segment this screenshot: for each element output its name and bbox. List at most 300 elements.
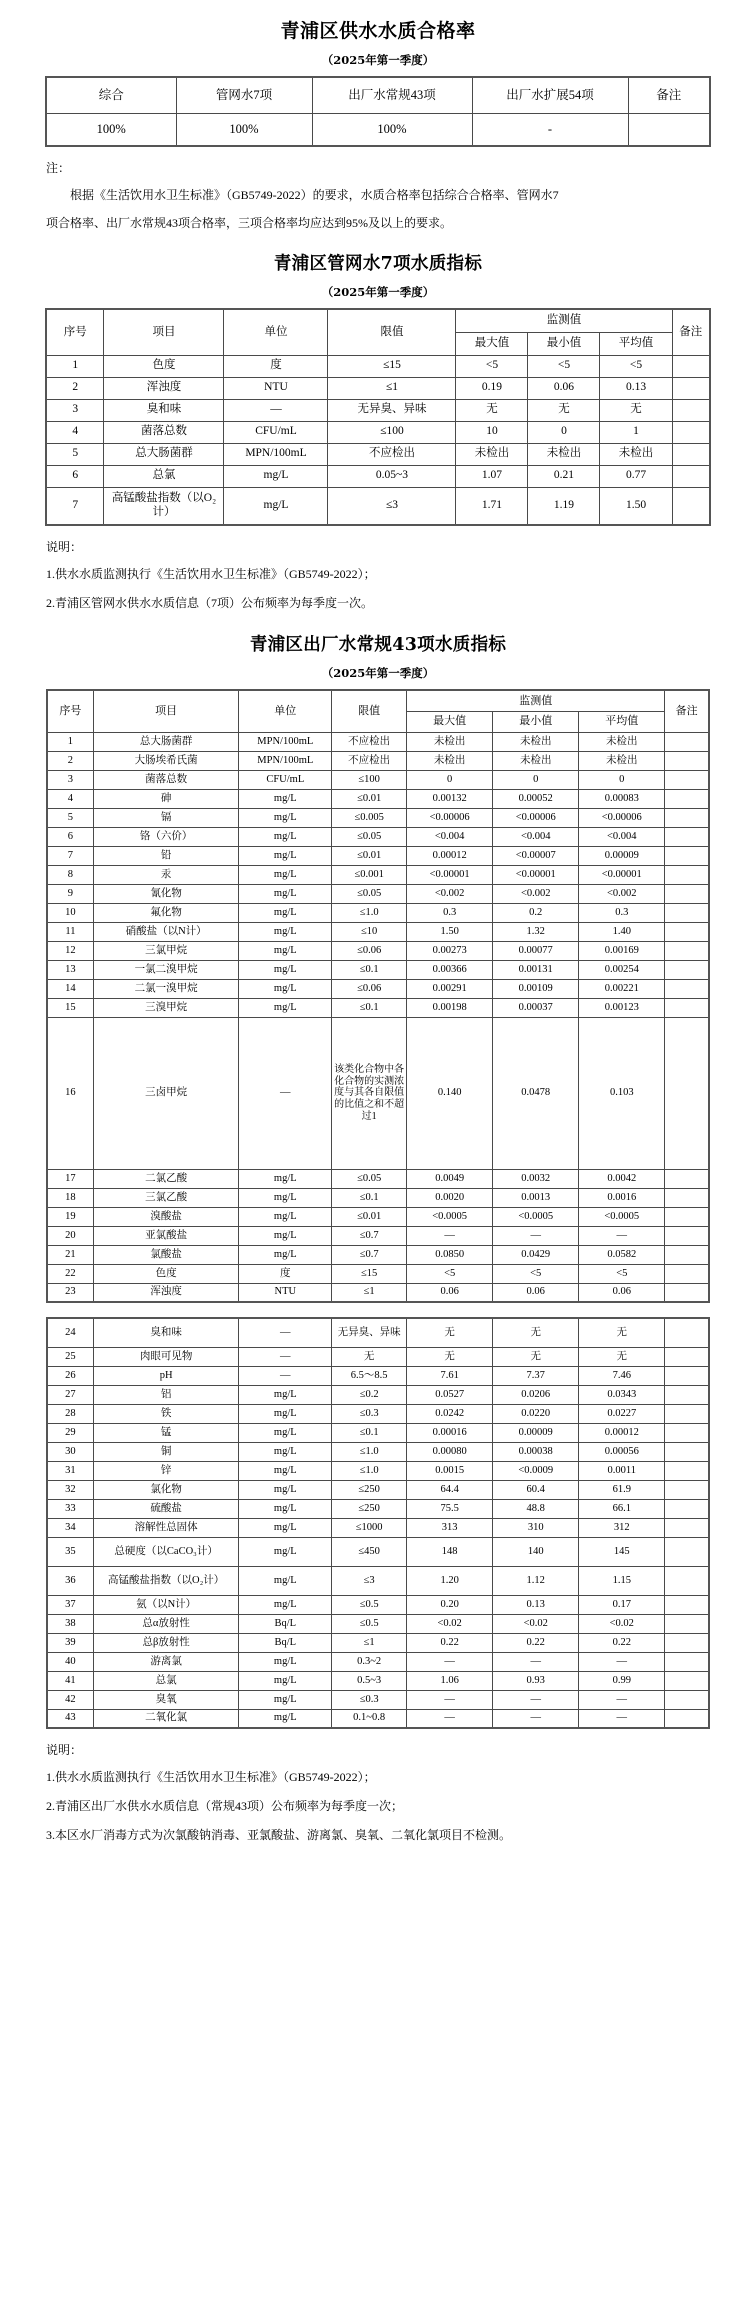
cell-no: 37 (47, 1595, 93, 1614)
cell-item: 三氯乙酸 (93, 1188, 239, 1207)
table-row (47, 1671, 709, 1690)
cell-remark (665, 998, 709, 1017)
cell-remark (665, 903, 709, 922)
cell-no: 13 (47, 960, 93, 979)
table-row (47, 922, 709, 941)
cell-min: <0.00006 (493, 808, 579, 827)
cell-avg: 145 (579, 1537, 665, 1566)
table-row (47, 1017, 709, 1169)
cell-limit: ≤0.7 (332, 1245, 407, 1264)
cell-max: — (407, 1226, 493, 1245)
table-row (47, 1366, 709, 1385)
col-header-limit: 限值 (328, 309, 456, 355)
cell-unit: mg/L (239, 827, 332, 846)
cell-remark (665, 1318, 709, 1347)
cell-avg: <5 (579, 1264, 665, 1283)
cell-remark (665, 1614, 709, 1633)
col-header-remark: 备注 (665, 690, 709, 732)
cell-limit: ≤1.0 (332, 1442, 407, 1461)
table-row (47, 846, 709, 865)
cell-avg: 0.0042 (579, 1169, 665, 1188)
cell-item: 总α放射性 (93, 1614, 239, 1633)
cell-min: 0.0206 (493, 1385, 579, 1404)
table-row (47, 1404, 709, 1423)
cell-no: 15 (47, 998, 93, 1017)
cell-avg: 0.22 (579, 1633, 665, 1652)
cell-unit: MPN/100mL (239, 732, 332, 751)
cell-no: 27 (47, 1385, 93, 1404)
cell-min: 0.2 (493, 903, 579, 922)
cell-min: 0 (528, 421, 600, 443)
cell-max: 148 (407, 1537, 493, 1566)
cell-unit: CFU/mL (239, 770, 332, 789)
cell-min: 48.8 (493, 1499, 579, 1518)
table-row (46, 487, 710, 525)
note-line: 2.青浦区管网水供水水质信息（7项）公布频率为每季度一次。 (46, 595, 374, 610)
cell-no: 1 (46, 355, 104, 377)
cell-item: 氯酸盐 (93, 1245, 239, 1264)
cell-limit: ≤0.1 (332, 1423, 407, 1442)
table-row (47, 1480, 709, 1499)
cell-item: 氟化物 (93, 903, 239, 922)
cell-limit: ≤10 (332, 922, 407, 941)
cell-remark (665, 1207, 709, 1226)
cell-max: <5 (407, 1264, 493, 1283)
pass-rate-table (45, 76, 711, 147)
cell-limit: ≤1 (332, 1633, 407, 1652)
cell-remark (672, 465, 710, 487)
cell-min: 0.00038 (493, 1442, 579, 1461)
cell-min: <0.0009 (493, 1461, 579, 1480)
cell-min: 60.4 (493, 1480, 579, 1499)
col-header-monitor: 监测值 (407, 690, 665, 711)
cell-item: 三氯甲烷 (93, 941, 239, 960)
col-header-unit: 单位 (239, 690, 332, 732)
cell-limit: ≤0.01 (332, 846, 407, 865)
cell-no: 17 (47, 1169, 93, 1188)
cell-avg: 66.1 (579, 1499, 665, 1518)
cell-no: 31 (47, 1461, 93, 1480)
cell-remark (672, 487, 710, 525)
cell-avg: 0.0016 (579, 1188, 665, 1207)
cell-remark (665, 1709, 709, 1728)
table-row (47, 1442, 709, 1461)
table-row (47, 1245, 709, 1264)
cell-min: 0.00131 (493, 960, 579, 979)
table-row (47, 1614, 709, 1633)
cell-max: <5 (456, 355, 528, 377)
cell-no: 7 (47, 846, 93, 865)
col-header-plant-54: 出厂水扩展54项 (472, 77, 628, 113)
cell-remark (665, 846, 709, 865)
cell-avg: 未检出 (579, 732, 665, 751)
cell-remark (665, 865, 709, 884)
table-row (47, 789, 709, 808)
cell-avg: 0.00221 (579, 979, 665, 998)
cell-max: 无 (456, 399, 528, 421)
cell-item: 大肠埃希氏菌 (93, 751, 239, 770)
note-line: 项合格率、出厂水常规43项合格率，三项合格率均应达到95%及以上的要求。 (46, 215, 452, 230)
cell-max: 1.71 (456, 487, 528, 525)
table-row (47, 1566, 709, 1595)
table-row (47, 1207, 709, 1226)
cell-max: 1.20 (407, 1566, 493, 1595)
cell-item: 总大肠菌群 (93, 732, 239, 751)
cell-no: 4 (47, 789, 93, 808)
cell-unit: mg/L (239, 1423, 332, 1442)
cell-item: 锰 (93, 1423, 239, 1442)
cell-unit: mg/L (239, 998, 332, 1017)
cell-avg: 0.17 (579, 1595, 665, 1614)
cell-no: 19 (47, 1207, 93, 1226)
cell-unit: — (239, 1017, 332, 1169)
cell-avg: 0.06 (579, 1283, 665, 1302)
value-composite: 100% (46, 113, 176, 146)
cell-unit: — (224, 399, 328, 421)
col-header-pipe-7: 管网水7项 (176, 77, 312, 113)
cell-no: 1 (47, 732, 93, 751)
note-line: 1.供水水质监测执行《生活饮用水卫生标准》（GB5749-2022）； (46, 567, 376, 582)
table-row (46, 421, 710, 443)
cell-avg: <0.002 (579, 884, 665, 903)
cell-limit: 6.5～8.5 (332, 1366, 407, 1385)
col-header-monitor: 监测值 (456, 309, 672, 332)
cell-no: 10 (47, 903, 93, 922)
cell-item: 三溴甲烷 (93, 998, 239, 1017)
cell-item: 臭和味 (104, 399, 224, 421)
cell-avg: — (579, 1709, 665, 1728)
cell-max: — (407, 1690, 493, 1709)
cell-max: <0.004 (407, 827, 493, 846)
cell-item: pH (93, 1366, 239, 1385)
cell-unit: mg/L (239, 789, 332, 808)
col-header-max: 最大值 (456, 332, 528, 355)
cell-remark (665, 808, 709, 827)
cell-remark (665, 1690, 709, 1709)
cell-no: 9 (47, 884, 93, 903)
table-row (47, 1595, 709, 1614)
cell-avg: — (579, 1690, 665, 1709)
plant-water-43-table-part2 (46, 1317, 710, 1729)
cell-min: 0.13 (493, 1595, 579, 1614)
cell-no: 20 (47, 1226, 93, 1245)
cell-max: 0.22 (407, 1633, 493, 1652)
cell-min: 0.22 (493, 1633, 579, 1652)
cell-max: 0.00080 (407, 1442, 493, 1461)
cell-unit: mg/L (239, 1652, 332, 1671)
cell-remark (665, 827, 709, 846)
cell-no: 28 (47, 1404, 93, 1423)
cell-min: — (493, 1690, 579, 1709)
cell-no: 23 (47, 1283, 93, 1302)
note-line: 根据《生活饮用水卫生标准》（GB5749-2022）的要求，水质合格率包括综合合格率、管网水7 (70, 188, 559, 202)
cell-min: 0.00052 (493, 789, 579, 808)
table-row (47, 884, 709, 903)
cell-item: 溴酸盐 (93, 1207, 239, 1226)
cell-max: 0.0527 (407, 1385, 493, 1404)
cell-max: 0.140 (407, 1017, 493, 1169)
table-row (47, 1652, 709, 1671)
cell-min: 0.00077 (493, 941, 579, 960)
cell-unit: mg/L (239, 1709, 332, 1728)
cell-remark (665, 1518, 709, 1537)
cell-no: 41 (47, 1671, 93, 1690)
cell-limit: ≤100 (332, 770, 407, 789)
note-block-1 (0, 147, 756, 232)
cell-remark (665, 1188, 709, 1207)
cell-unit: mg/L (224, 465, 328, 487)
cell-remark (665, 789, 709, 808)
cell-remark (672, 443, 710, 465)
cell-avg: 0.13 (600, 377, 672, 399)
cell-limit: ≤3 (328, 487, 456, 525)
cell-item: 浑浊度 (104, 377, 224, 399)
cell-item: 色度 (93, 1264, 239, 1283)
cell-no: 5 (47, 808, 93, 827)
table-row (46, 443, 710, 465)
cell-remark (665, 1169, 709, 1188)
cell-item: 铅 (93, 846, 239, 865)
col-header-composite: 综合 (46, 77, 176, 113)
cell-min: 0.93 (493, 1671, 579, 1690)
cell-remark (665, 732, 709, 751)
cell-no: 42 (47, 1690, 93, 1709)
cell-remark (665, 1480, 709, 1499)
cell-limit: ≤1.0 (332, 1461, 407, 1480)
cell-max: — (407, 1652, 493, 1671)
table-row (47, 1537, 709, 1566)
cell-max: 0.20 (407, 1595, 493, 1614)
cell-remark (665, 1366, 709, 1385)
cell-item: 铝 (93, 1385, 239, 1404)
cell-min: 0.00009 (493, 1423, 579, 1442)
cell-item: 高锰酸盐指数（以O₂计） (104, 487, 224, 525)
col-header-plant-43: 出厂水常规43项 (312, 77, 472, 113)
cell-remark (665, 979, 709, 998)
cell-unit: mg/L (239, 1404, 332, 1423)
table-row (47, 941, 709, 960)
cell-min: 0.0429 (493, 1245, 579, 1264)
table-row (47, 751, 709, 770)
cell-unit: mg/L (239, 1442, 332, 1461)
cell-limit: ≤250 (332, 1499, 407, 1518)
cell-remark (665, 1633, 709, 1652)
cell-remark (665, 1537, 709, 1566)
cell-unit: mg/L (239, 960, 332, 979)
table-row (46, 399, 710, 421)
section-title-pipe-7: 青浦区管网水7项水质指标 (273, 254, 483, 275)
cell-max: 0.19 (456, 377, 528, 399)
cell-remark (665, 1671, 709, 1690)
cell-remark (665, 751, 709, 770)
cell-no: 14 (47, 979, 93, 998)
cell-remark (665, 884, 709, 903)
cell-limit: ≤15 (332, 1264, 407, 1283)
cell-no: 2 (46, 377, 104, 399)
table-row (47, 1423, 709, 1442)
cell-avg: 0.103 (579, 1017, 665, 1169)
col-header-avg: 平均值 (600, 332, 672, 355)
cell-limit: ≤0.1 (332, 960, 407, 979)
cell-avg: 1.40 (579, 922, 665, 941)
cell-no: 21 (47, 1245, 93, 1264)
cell-max: 0.00016 (407, 1423, 493, 1442)
table-row (47, 770, 709, 789)
cell-unit: MPN/100mL (239, 751, 332, 770)
cell-limit: 不应检出 (332, 751, 407, 770)
cell-avg: — (579, 1226, 665, 1245)
table-row (46, 355, 710, 377)
cell-remark (672, 355, 710, 377)
cell-max: 0.0020 (407, 1188, 493, 1207)
cell-no: 2 (47, 751, 93, 770)
cell-max: 无 (407, 1318, 493, 1347)
cell-unit: — (239, 1318, 332, 1347)
cell-avg: 0.00254 (579, 960, 665, 979)
cell-item: 三卤甲烷 (93, 1017, 239, 1169)
cell-no: 26 (47, 1366, 93, 1385)
col-header-remark: 备注 (672, 309, 710, 355)
cell-no: 8 (47, 865, 93, 884)
cell-item: 总硬度（以CaCO₃计） (93, 1537, 239, 1566)
col-header-min: 最小值 (528, 332, 600, 355)
cell-unit: 度 (239, 1264, 332, 1283)
cell-no: 43 (47, 1709, 93, 1728)
cell-max: 0.0242 (407, 1404, 493, 1423)
cell-limit: 无异臭、异味 (328, 399, 456, 421)
cell-remark (665, 1283, 709, 1302)
cell-unit: CFU/mL (224, 421, 328, 443)
cell-item: 锌 (93, 1461, 239, 1480)
cell-avg: 未检出 (600, 443, 672, 465)
cell-unit: — (239, 1347, 332, 1366)
col-header-item: 项目 (93, 690, 239, 732)
table-row (47, 998, 709, 1017)
cell-min: <0.0005 (493, 1207, 579, 1226)
cell-unit: mg/L (239, 1226, 332, 1245)
table-row (46, 465, 710, 487)
cell-no: 36 (47, 1566, 93, 1595)
cell-avg: 0.0011 (579, 1461, 665, 1480)
cell-no: 6 (47, 827, 93, 846)
table-row (47, 979, 709, 998)
cell-no: 3 (46, 399, 104, 421)
cell-max: 75.5 (407, 1499, 493, 1518)
cell-item: 亚氯酸盐 (93, 1226, 239, 1245)
table-row (47, 808, 709, 827)
cell-unit: mg/L (239, 884, 332, 903)
cell-remark (665, 941, 709, 960)
cell-limit: 不应检出 (328, 443, 456, 465)
cell-remark (665, 922, 709, 941)
cell-item: 臭氧 (93, 1690, 239, 1709)
table-row (47, 1709, 709, 1728)
cell-min: — (493, 1652, 579, 1671)
cell-avg: 0.0582 (579, 1245, 665, 1264)
cell-no: 40 (47, 1652, 93, 1671)
cell-limit: ≤0.1 (332, 998, 407, 1017)
cell-avg: 1.50 (600, 487, 672, 525)
cell-avg: 0.0227 (579, 1404, 665, 1423)
cell-no: 33 (47, 1499, 93, 1518)
cell-item: 总β放射性 (93, 1633, 239, 1652)
note-block-2 (0, 526, 756, 612)
cell-max: 0.0850 (407, 1245, 493, 1264)
cell-no: 18 (47, 1188, 93, 1207)
cell-avg: 312 (579, 1518, 665, 1537)
table-row (47, 1318, 709, 1347)
cell-min: 未检出 (528, 443, 600, 465)
cell-avg: <5 (600, 355, 672, 377)
cell-min: 0.21 (528, 465, 600, 487)
cell-avg: 无 (579, 1318, 665, 1347)
cell-item: 游离氯 (93, 1652, 239, 1671)
cell-avg: <0.0005 (579, 1207, 665, 1226)
cell-avg: 0.00083 (579, 789, 665, 808)
cell-unit: mg/L (239, 1461, 332, 1480)
cell-limit: ≤0.06 (332, 941, 407, 960)
cell-min: <0.002 (493, 884, 579, 903)
cell-min: 0.0478 (493, 1017, 579, 1169)
cell-item: 镉 (93, 808, 239, 827)
cell-no: 3 (47, 770, 93, 789)
cell-no: 11 (47, 922, 93, 941)
cell-max: 1.06 (407, 1671, 493, 1690)
table-row (47, 732, 709, 751)
cell-min: 0.00037 (493, 998, 579, 1017)
cell-item: 菌落总数 (93, 770, 239, 789)
cell-limit: ≤0.7 (332, 1226, 407, 1245)
cell-no: 16 (47, 1017, 93, 1169)
cell-limit: 不应检出 (332, 732, 407, 751)
cell-item: 铜 (93, 1442, 239, 1461)
col-header-avg: 平均值 (579, 711, 665, 732)
table-row (47, 1226, 709, 1245)
table-row (47, 1347, 709, 1366)
cell-avg: <0.004 (579, 827, 665, 846)
cell-min: <0.02 (493, 1614, 579, 1633)
cell-item: 总氯 (93, 1671, 239, 1690)
cell-avg: 0.0343 (579, 1385, 665, 1404)
cell-avg: 1 (600, 421, 672, 443)
cell-avg: <0.00001 (579, 865, 665, 884)
cell-max: 313 (407, 1518, 493, 1537)
cell-limit: ≤0.05 (332, 827, 407, 846)
cell-min: <0.004 (493, 827, 579, 846)
cell-limit: 0.1~0.8 (332, 1709, 407, 1728)
cell-item: 菌落总数 (104, 421, 224, 443)
cell-no: 35 (47, 1537, 93, 1566)
cell-max: 0.0015 (407, 1461, 493, 1480)
report-period-1: （2025年第一季度） (321, 53, 435, 67)
cell-remark (672, 421, 710, 443)
cell-limit: ≤0.001 (332, 865, 407, 884)
cell-remark (665, 770, 709, 789)
value-remark (628, 113, 710, 146)
cell-max: 0.00198 (407, 998, 493, 1017)
cell-no: 4 (46, 421, 104, 443)
cell-item: 肉眼可见物 (93, 1347, 239, 1366)
cell-min: 0.00109 (493, 979, 579, 998)
cell-limit: ≤1.0 (332, 903, 407, 922)
table-header-row (46, 309, 710, 332)
cell-item: 铬（六价） (93, 827, 239, 846)
cell-limit: ≤3 (332, 1566, 407, 1595)
cell-remark (672, 399, 710, 421)
section-title-plant-43: 青浦区出厂水常规43项水质指标 (249, 635, 507, 656)
table-row (47, 865, 709, 884)
cell-min: — (493, 1226, 579, 1245)
